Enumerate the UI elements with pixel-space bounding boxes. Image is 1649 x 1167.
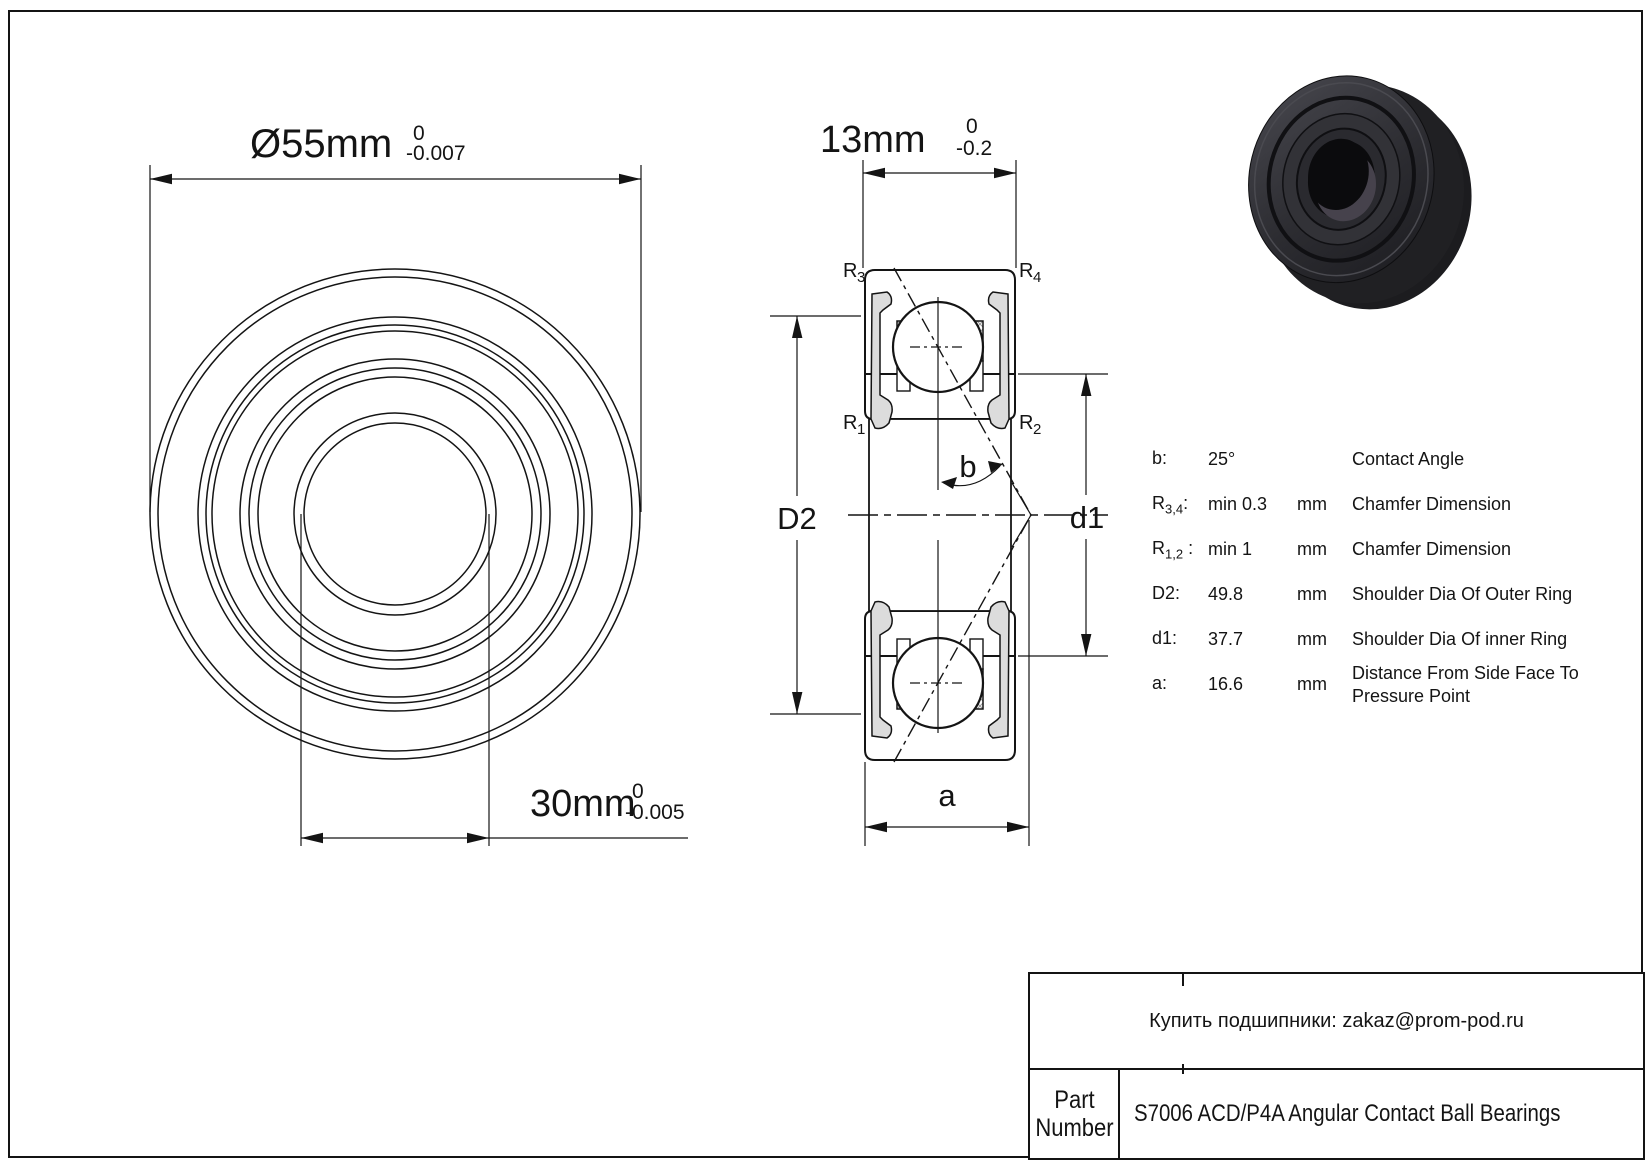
d1-label: d1 [1069, 500, 1105, 535]
spec-label: d1: [1152, 627, 1178, 648]
od-dimension-text: Ø55mm [250, 122, 393, 166]
spec-unit: mm [1297, 494, 1327, 514]
spec-row-contact-angle [1152, 437, 1632, 482]
spec-row-chamfer-12 [1152, 527, 1632, 572]
width-dimension-text: 13mm [820, 119, 926, 161]
spec-table [1152, 437, 1632, 707]
r4-label: R [1019, 260, 1034, 282]
part-number-label: Part Number [1030, 1070, 1120, 1158]
spec-row-chamfer-34 [1152, 482, 1632, 527]
spec-unit: mm [1297, 539, 1327, 559]
d2-label: D2 [777, 501, 817, 536]
spec-desc: Contact Angle [1352, 449, 1465, 469]
od-tolerance-lower: -0.007 [406, 142, 466, 165]
width-tolerance-upper: 0 [966, 115, 978, 138]
svg-text:3: 3 [857, 269, 866, 286]
part-number-value: S7006 ACD/P4A Angular Contact Ball Bearings [1134, 1100, 1561, 1127]
spec-value: 49.8 [1208, 584, 1244, 604]
spec-unit: mm [1297, 674, 1327, 694]
svg-text:1: 1 [857, 421, 866, 438]
spec-value: min 1 [1208, 539, 1253, 559]
spec-label: b: [1152, 447, 1168, 468]
bore-tolerance-upper: 0 [632, 780, 644, 803]
title-block [1028, 972, 1645, 1160]
spec-row-d2 [1152, 572, 1632, 617]
spec-desc: Chamfer Dimension [1352, 494, 1512, 514]
spec-desc: Shoulder Dia Of Outer Ring [1352, 584, 1573, 604]
bore-tolerance-lower: -0.005 [625, 801, 685, 824]
a-label: a [938, 778, 956, 813]
spec-desc: Chamfer Dimension [1352, 539, 1512, 559]
spec-desc: Distance From Side Face To Pressure Point [1352, 662, 1579, 706]
width-tolerance-lower: -0.2 [956, 137, 993, 160]
r3-label: R [843, 260, 858, 282]
svg-text:4: 4 [1033, 269, 1042, 286]
spec-value: 37.7 [1208, 629, 1244, 649]
od-tolerance-upper: 0 [413, 122, 425, 145]
title-tick-middle [1182, 1064, 1184, 1074]
b-label: b [959, 449, 977, 484]
bore-dimension-text: 30mm [530, 783, 636, 825]
spec-label: D2: [1152, 582, 1181, 603]
title-tick-top [1182, 972, 1184, 986]
spec-label: $R_{3,4}$: [1152, 492, 1189, 517]
spec-desc: Shoulder Dia Of inner Ring [1352, 629, 1568, 649]
spec-unit: mm [1297, 629, 1327, 649]
spec-row-d1 [1152, 617, 1632, 662]
svg-text:2: 2 [1033, 421, 1042, 438]
r2-label: R [1019, 412, 1034, 434]
spec-label: a: [1152, 672, 1168, 693]
spec-label: $R_{1,2}$ : [1152, 537, 1194, 562]
spec-unit: mm [1297, 584, 1327, 604]
spec-value: 16.6 [1208, 674, 1244, 694]
spec-value: 25° [1208, 449, 1236, 469]
r1-label: R [843, 412, 858, 434]
contact-info: Купить подшипники: zakaz@prom-pod.ru [1030, 974, 1643, 1070]
spec-value: min 0.3 [1208, 494, 1268, 514]
spec-row-a [1152, 662, 1632, 707]
